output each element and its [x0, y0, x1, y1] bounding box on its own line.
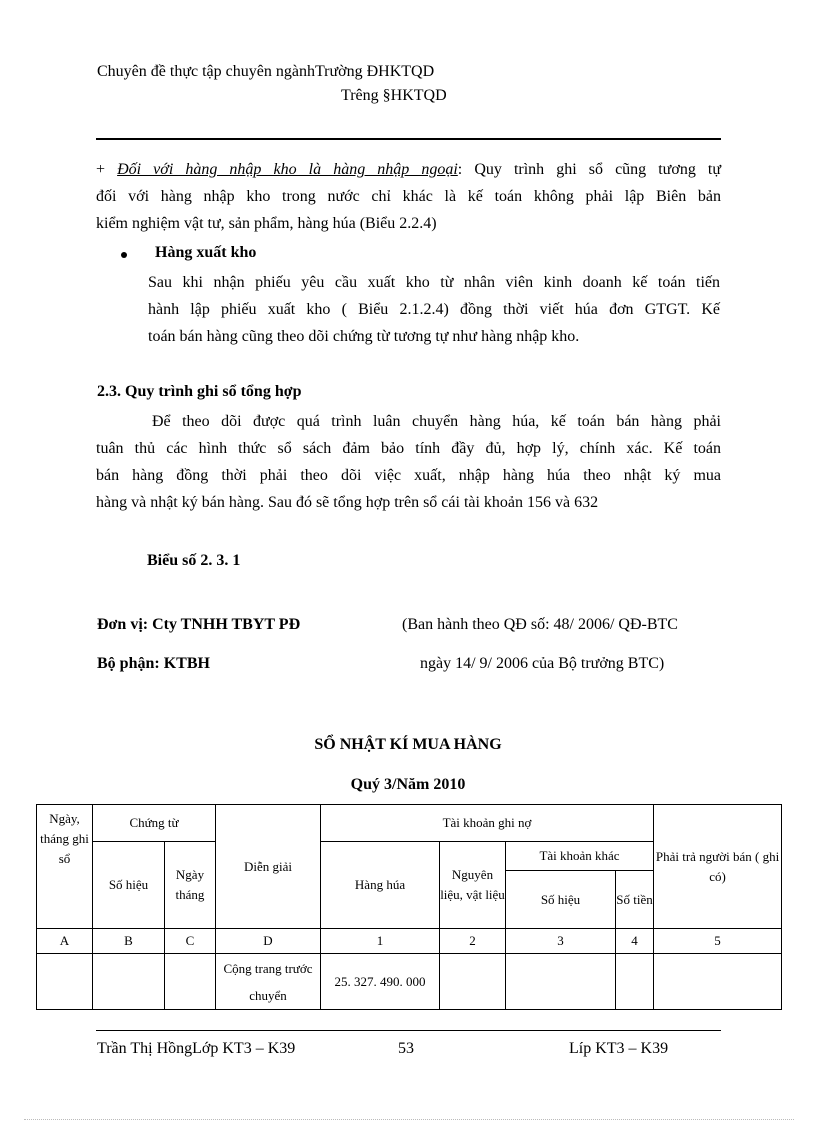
code-cell: D [216, 929, 321, 954]
export-bullet-title: Hàng xuất kho [155, 244, 257, 261]
table-cell [37, 954, 93, 1010]
section-heading: 2.3. Quy trình ghi sổ tổng hợp [97, 383, 302, 400]
intro-underlined-term: Đối với hàng nhập kho là hàng nhập ngoại [117, 161, 458, 178]
code-cell: C [165, 929, 216, 954]
code-cell: A [37, 929, 93, 954]
header-voucher-date: Ngày tháng [165, 842, 216, 929]
table-cell [506, 954, 616, 1010]
export-line1: Sau khi nhận phiếu yêu cầu xuất kho từ nhân viên kinh doanh kế toán tiến [148, 274, 720, 291]
header-payable: Phải trả người bán ( ghi có) [654, 805, 782, 929]
code-cell: 4 [616, 929, 654, 954]
row1-description: Cộng trang trước chuyển [216, 954, 321, 1010]
page-bottom-dotted-line [24, 1119, 794, 1120]
header-date [37, 805, 93, 929]
table-cell [654, 954, 782, 1010]
section-line3: bán hàng đồng thời phải theo dõi việc xuất, nhập hàng húa theo nhật ký mua [96, 467, 721, 484]
header-debit-accounts: Tài khoản ghi nợ [321, 805, 654, 842]
footer-rule [96, 1030, 721, 1031]
unit-label: Đơn vị: Cty TNHH TBYT PĐ [97, 616, 301, 633]
code-cell: 1 [321, 929, 440, 954]
table-cell [165, 954, 216, 1010]
running-header-subtitle: Trêng §HKTQD [341, 87, 447, 104]
intro-line2: đối với hàng nhập kho trong nước chỉ khác là kế toán không phải lập Biên bản [96, 188, 721, 205]
section-line4: hàng và nhật ký bán hàng. Sau đó sẽ tổng hợp trên sổ cái tài khoản 156 và 632 [96, 494, 599, 511]
table-cell [440, 954, 506, 1010]
intro-line3: kiểm nghiệm vật tư, sản phẩm, hàng húa (Biểu 2.2.4) [96, 215, 437, 232]
header-goods: Hàng húa [321, 842, 440, 929]
decree-line1: (Ban hành theo QĐ số: 48/ 2006/ QĐ-BTC [402, 616, 678, 633]
header-voucher: Chứng từ [93, 805, 216, 842]
header-date-text: Ngày, tháng ghi sổ [40, 811, 89, 866]
page-number: 53 [398, 1040, 414, 1057]
header-other-number: Số hiệu [506, 871, 616, 929]
bullet-dot [121, 252, 127, 258]
purchase-journal-table [36, 804, 782, 1010]
code-cell: B [93, 929, 165, 954]
code-cell: 3 [506, 929, 616, 954]
footer-author: Trần Thị HồngLớp KT3 – K39 [97, 1040, 296, 1057]
table-cell [93, 954, 165, 1010]
export-line2: hành lập phiếu xuất kho ( Biểu 2.1.2.4) đồng thời viết húa đơn GTGT. Kế [148, 301, 720, 318]
export-paragraph [148, 269, 720, 350]
table-cell [616, 954, 654, 1010]
header-voucher-number: Số hiệu [93, 842, 165, 929]
header-other-accounts: Tài khoản khác [506, 842, 654, 871]
intro-prefix: + [96, 161, 118, 178]
footer-class: Líp KT3 – K39 [569, 1040, 669, 1057]
section-line1: Để theo dõi được quá trình luân chuyển hàng húa, kế toán bán hàng phải [152, 413, 721, 430]
decree-line2: ngày 14/ 9/ 2006 của Bộ trưởng BTC) [420, 655, 665, 672]
header-description: Diễn giải [216, 805, 321, 929]
ledger-period: Quý 3/Năm 2010 [350, 776, 466, 793]
export-line3: toán bán hàng cũng theo dõi chứng từ tương tự như hàng nhập kho. [148, 328, 580, 345]
table-row [37, 954, 782, 1010]
department-label: Bộ phận: KTBH [97, 655, 210, 672]
section-line2: tuân thủ các hình thức sổ sách đảm bảo tính đầy đủ, hợp lý, chính xác. Kế toán [96, 440, 721, 457]
intro-paragraph [96, 156, 721, 237]
intro-line1-rest: : Quy trình ghi sổ cũng tương tự [457, 161, 722, 178]
row1-goods-amount: 25. 327. 490. 000 [321, 954, 440, 1010]
header-materials: Nguyên liệu, vật liệu [440, 842, 506, 929]
header-other-amount: Số tiền [616, 871, 654, 929]
ledger-title: SỔ NHẬT KÍ MUA HÀNG [314, 736, 502, 753]
code-cell: 5 [654, 929, 782, 954]
code-cell: 2 [440, 929, 506, 954]
running-header-title: Chuyên đề thực tập chuyên ngànhTrường ĐHKTQD [97, 63, 435, 80]
header-rule [96, 138, 721, 140]
bieu-label: Biểu số 2. 3. 1 [147, 552, 241, 569]
section-paragraph [96, 408, 721, 516]
